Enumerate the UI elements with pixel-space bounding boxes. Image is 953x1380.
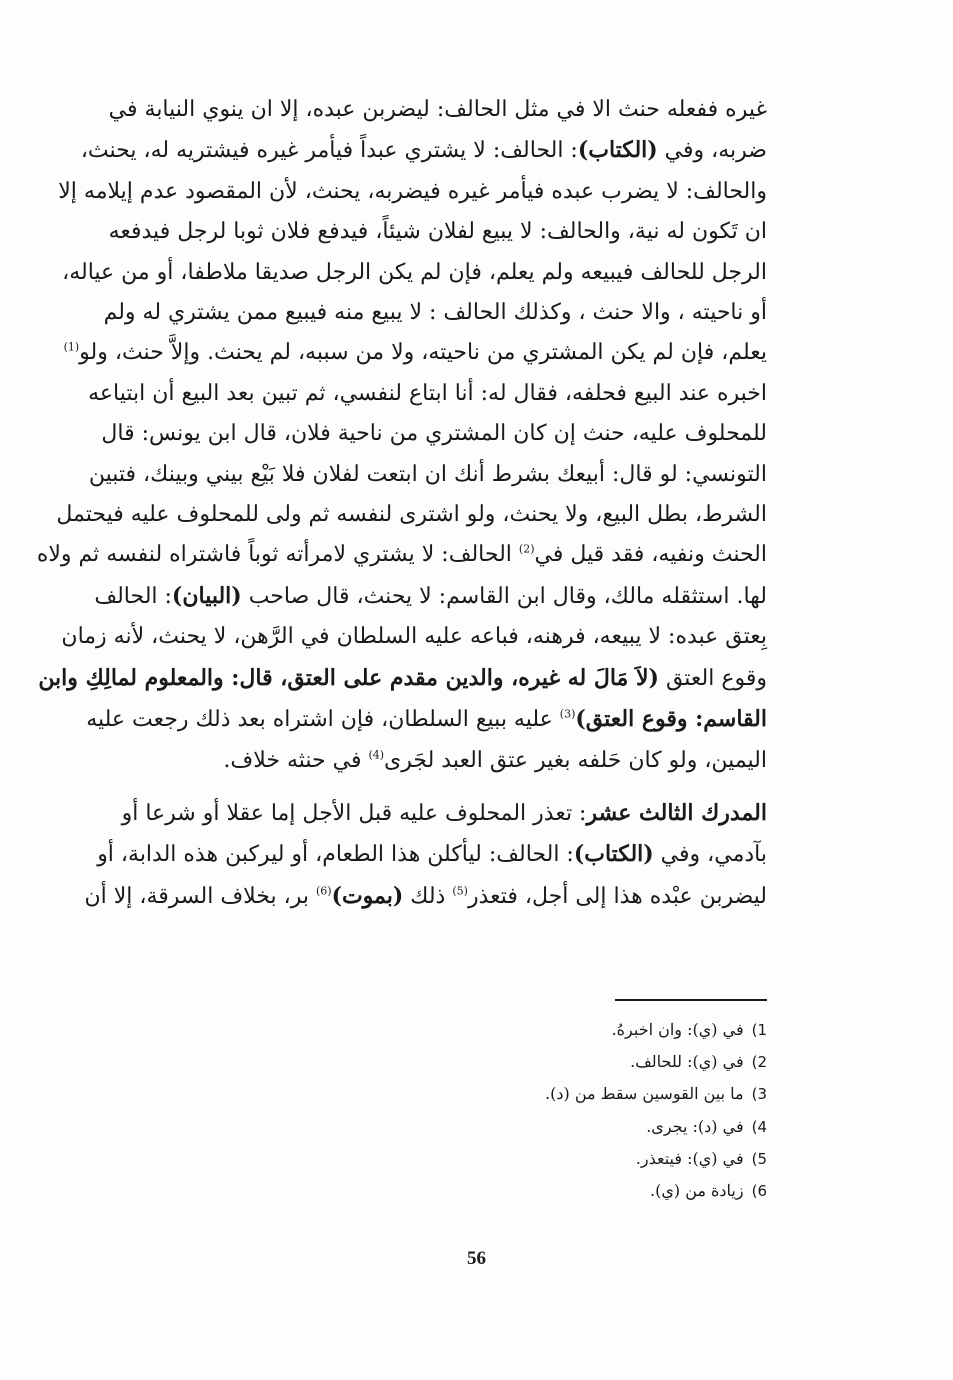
text-line: ضربه، وفي (الكتاب): الحالف: لا يشتري عبداً فيأمر غيره فيشتريه له، يحنث، bbox=[80, 137, 767, 164]
text-line: الحنث ونفيه، فقد قيل في$^{(2)}$ الحالف: لا يشتري لامرأته ثوباً فاشتراه لنفسه ثم ولاه bbox=[36, 542, 767, 568]
footnote-item: 6)زيادة من (ي). bbox=[650, 1181, 767, 1201]
footnote-ref: (4) bbox=[368, 748, 385, 762]
text-line: اخبره عند البيع فحلفه، فقال له: أنا ابتاع لنفسي، ثم تبين بعد البيع أن ابتياعه bbox=[88, 380, 767, 406]
footnote-ref: (1) bbox=[63, 341, 80, 355]
text-line: بِعتق عبده: لا يبيعه، فرهنه، فباعه عليه السلطان في الرَّهن، لا يحنث، لأنه زمان bbox=[61, 624, 767, 650]
footnote-item: 2)في (ي): للحالف. bbox=[630, 1052, 767, 1072]
text-line: اليمين، ولو كان حَلفه بغير عتق العبد لجَرى$^{(4)}$ في حنثه خلاف. bbox=[223, 747, 767, 773]
text-line: بآدمي، وفي (الكتاب): الحالف: ليأكلن هذا الطعام، أو ليركبن هذه الدابة، أو bbox=[97, 841, 767, 868]
text-line: التونسي: لو قال: أبيعك بشرط أنك ان ابتعت لفلان فلا بَيْع بيني وبينك، فتبين bbox=[88, 461, 767, 487]
text-line: القاسم: وقوع العتق)$^{(3)}$ عليه ببيع السلطان، فإن اشتراه بعد ذلك رجعت عليه bbox=[86, 706, 767, 733]
footnote-ref: (2) bbox=[518, 543, 535, 557]
page-number: 56 bbox=[467, 1248, 486, 1269]
footnote-ref: (3) bbox=[559, 707, 576, 721]
footnote-divider bbox=[615, 999, 767, 1001]
paragraph-2 bbox=[84, 793, 767, 917]
text-line: الشرط، بطل البيع، ولا يحنث، ولو اشترى لنفسه ثم ولى للمحلوف عليه فيحتمل bbox=[56, 502, 767, 528]
text-line: ان تَكون له نية، والحالف: لا يبيع لفلان شيئاً، فيدفع فلان ثوبا لرجل فيدفعه bbox=[108, 219, 767, 245]
text-line: والحالف: لا يضرب عبده فيأمر غيره فيضربه، يحنث، لأن المقصود عدم إيلامه إلا bbox=[58, 178, 767, 204]
text-line: لها. استثقله مالك، وقال ابن القاسم: لا يحنث، قال صاحب (البيان): الحالف bbox=[94, 582, 767, 609]
footnote-item: 4)في (د): يجرى. bbox=[646, 1116, 767, 1136]
text-line: يعلم، فإن لم يكن المشتري من ناحيته، ولا من سببه، لم يحنث. وإلاَّ حنث، ولو$^{(1)}$ bbox=[63, 340, 767, 366]
text-line: للمحلوف عليه، حنث إن كان المشتري من ناحية فلان، قال ابن يونس: قال bbox=[101, 421, 767, 447]
footnote-ref: (6) bbox=[315, 884, 332, 898]
paragraph-1 bbox=[36, 90, 767, 781]
text-line: الرجل للحالف فيبيعه ولم يعلم، فإن لم يكن الرجل صديقا ملاطفا، أو من عياله، bbox=[62, 259, 767, 285]
footnote-item: 3)ما بين القوسين سقط من (د). bbox=[545, 1084, 767, 1104]
text-line: المدرك الثالث عشر: تعذر المحلوف عليه قبل الأجل إما عقلا أو شرعا أو bbox=[121, 799, 767, 826]
footnote-item: 5)في (ي): فيتعذر. bbox=[635, 1148, 767, 1168]
footnotes bbox=[380, 1014, 767, 1207]
footnote-item: 1)في (ي): وان اخبرهُ. bbox=[611, 1020, 767, 1039]
text-line: أو ناحيته ، والا حنث ، وكذلك الحالف : لا يبيع منه فيبيع ممن يشتري له ولم bbox=[103, 300, 767, 326]
text-line: وقوع العتق (لاَ مَالَ له غيره، والدين مقدم على العتق، قال: والمعلوم لمالِكِ وابن bbox=[38, 664, 767, 691]
main-text bbox=[36, 90, 767, 917]
text-line: ليضربن عبْده هذا إلى أجل، فتعذر$^{(5)}$ ذلك (بموت)$^{(6)}$ بر، بخلاف السرقة، إلا أن bbox=[84, 882, 767, 909]
footnote-ref: (5) bbox=[452, 884, 468, 898]
text-line: غيره ففعله حنث الا في مثل الحالف: ليضربن عبده، إلا ان ينوي النيابة في bbox=[108, 97, 767, 122]
